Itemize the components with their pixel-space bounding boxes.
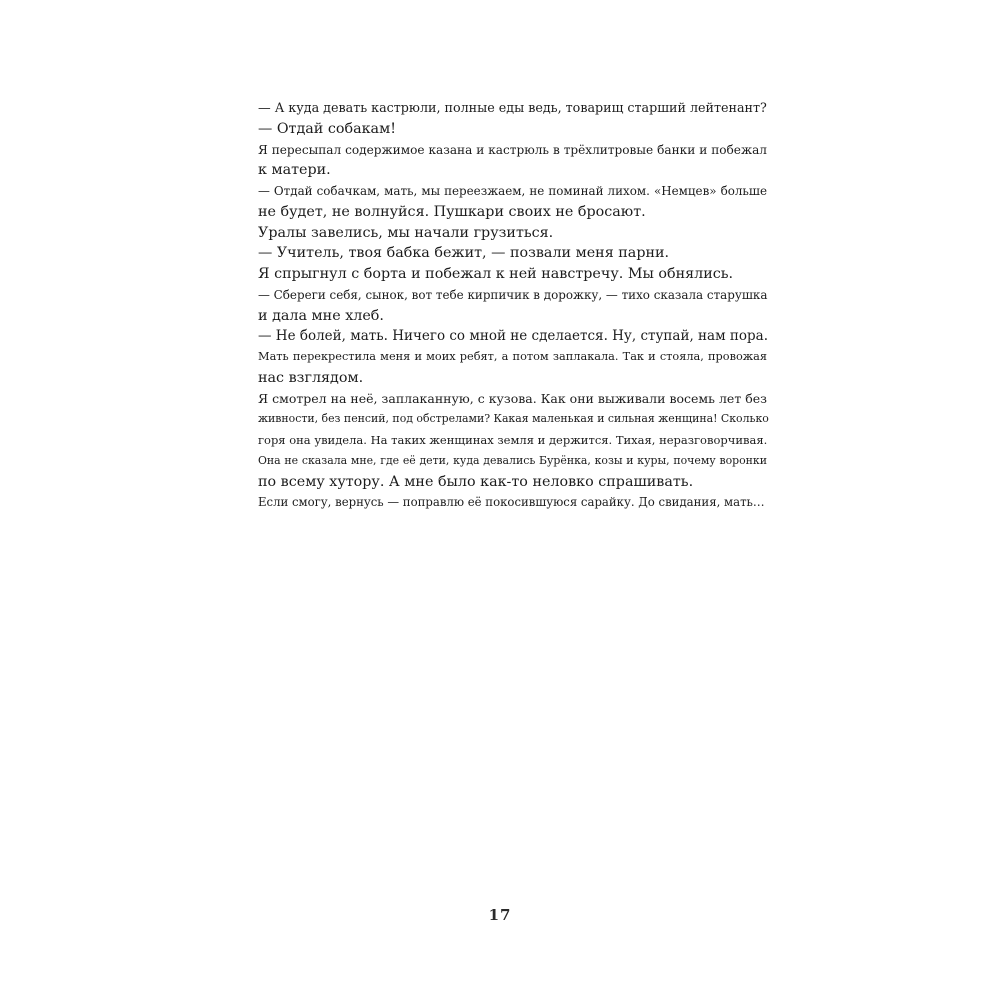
paragraph [233,264,767,285]
paragraph [233,326,767,347]
text-line: Я смотрел на неё, заплаканную, с кузова. Как они выживали восемь лет без [258,390,767,406]
text-line: горя она увидела. На таких женщинах земля и держится. Тихая, неразговорчивая. [258,433,768,447]
text-line: Она не сказала мне, где её дети, куда девались Бурёнка, козы и куры, почему воронки [258,453,767,467]
text-line: не будет, не волнуйся. Пушкари своих не бросают. [258,203,646,220]
text-line: — Учитель, твоя бабка бежит, — позвали меня парни. [258,245,670,262]
paragraph [233,243,767,264]
text-line: — Отдай собакам! [258,120,396,137]
text-line: — Отдай собачкам, мать, мы переезжаем, не поминай лихом. «Немцев» больше [258,184,767,198]
paragraph [233,181,767,223]
paragraph [233,223,767,244]
page-number: 17 [488,906,512,924]
paragraph [233,347,767,389]
text-line: и дала мне хлеб. [258,307,384,324]
text-line: Если смогу, вернусь — поправлю её покосившуюся сарайку. До свидания, мать… [258,495,765,510]
text-line: Уралы завелись, мы начали грузиться. [258,224,554,241]
text-line: Я пересыпал содержимое казана и кастрюль в трёхлитровые банки и побежал [258,142,767,157]
text-line: нас взглядом. [258,369,364,386]
text-line: к матери. [258,162,331,179]
text-line: Мать перекрестила меня и моих ребят, а потом заплакала. Так и стояла, провожая [258,350,767,363]
paragraph [233,285,767,327]
body-text [233,98,767,513]
text-line: — А куда девать кастрюли, полные еды ведь, товарищ старший лейтенант? [258,100,767,115]
paragraph [233,98,767,119]
paragraph [233,140,767,182]
text-line: по всему хутору. А мне было как-то неловко спрашивать. [258,473,694,490]
text-line: — Сбереги себя, сынок, вот тебе кирпичик в дорожку, — тихо сказала старушка [258,287,768,302]
text-line: живности, без пенсий, под обстрелами? Какая маленькая и сильная женщина! Сколько [258,412,769,426]
paragraph [233,119,767,140]
paragraph [233,389,767,493]
paragraph [233,492,767,513]
text-line: Я спрыгнул с борта и побежал к ней навстречу. Мы обнялись. [258,266,734,282]
text-line: — Не болей, мать. Ничего со мной не сделается. Ну, ступай, нам пора. [258,328,768,345]
